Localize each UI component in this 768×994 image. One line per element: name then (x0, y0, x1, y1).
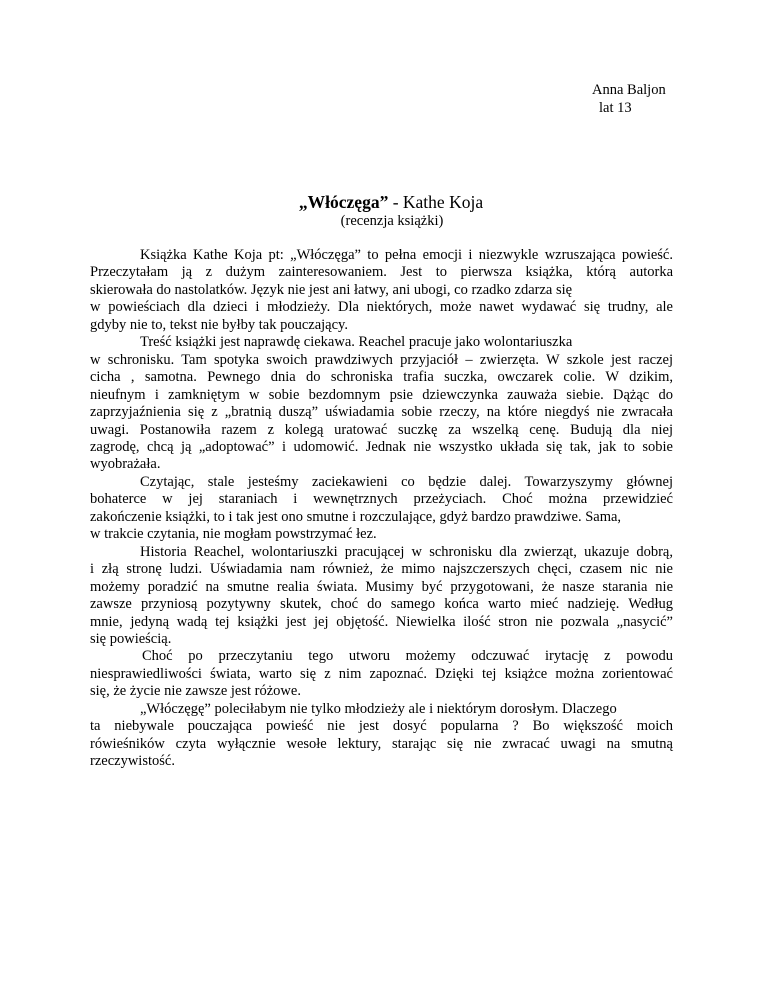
text-line: gdyby nie to, tekst nie byłby tak pouczający. (90, 316, 348, 333)
book-author: Kathe Koja (402, 192, 484, 212)
text-line: rzeczywistość. (90, 753, 175, 770)
text-line: w powieściach dla dzieci i młodzieży. Dla niektórych, może nawet wydawać się trudny, ale (90, 299, 673, 316)
title-separator: - (388, 192, 403, 212)
text-line: zawsze przyniosą pozytywny skutek, choć do samego końca warto mieć nadzieję. Według (90, 596, 673, 613)
review-body (90, 247, 673, 771)
text-line: zagrodę, chcą ją „adoptować” i udomowić. Jednak nie wszystko układa się tak, jak to sobie (90, 438, 673, 455)
book-title: „Włóczęga” (298, 192, 389, 212)
text-line: Czytając, stale jesteśmy zaciekawieni co będzie dalej. Towarzyszymy głównej (140, 473, 673, 490)
text-line: uwagi. Postanowiła razem z kolegą uratować suczkę za wszelką cenę. Budują dla niej (90, 421, 673, 438)
review-subtitle: (recenzja książki) (340, 213, 444, 229)
text-line: cicha , samotna. Pewnego dnia do schroniska trafia suczka, owczarek colie. W dzikim, (90, 369, 673, 386)
text-line: Książka Kathe Koja pt: „Włóczęga” to pełna emocji i niezwykle wzruszająca powieść. (140, 247, 673, 263)
text-line: Treść książki jest naprawdę ciekawa. Reachel pracuje jako wolontariuszka (140, 334, 573, 351)
text-line: możemy poradzić na smutne realia świata. Musimy być przygotowani, że nasze starania nie (90, 578, 673, 595)
text-line: Przeczytałam ją z dużym zainteresowaniem. Jest to pierwsza książka, którą autorka (90, 264, 673, 281)
text-line: ta niebywale pouczająca powieść nie jest dosyć popularna ? Bo większość moich (90, 718, 673, 735)
text-line: rówieśników czyta wyłącznie wesołe lektury, starając się nie zwracać uwagi na smutną (90, 735, 673, 752)
text-line: zaprzyjaźnienia się z „bratnią duszą” uświadamia sobie rzeczy, na które niegdyś nie zwracała (90, 404, 673, 421)
text-line: zakończenie książki, to i tak jest ono smutne i rozczulające, gdyż bardzo prawdziwe. Sama, (90, 508, 622, 525)
review-title (0, 192, 768, 212)
text-line: wyobrażała. (90, 456, 161, 473)
text-line: Historia Reachel, wolontariuszki pracującej w schronisku dla zwierząt, ukazuje dobrą, (140, 543, 673, 560)
author-info (592, 82, 666, 117)
text-line: w trakcie czytania, nie mogłam powstrzymać łez. (90, 526, 377, 543)
text-line: się powieścią. (90, 630, 172, 647)
text-line: bohaterce w jej staraniach i wewnętrznych przeżyciach. Choć można przewidzieć (90, 491, 673, 508)
text-line: w schronisku. Tam spotyka swoich prawdziwych przyjaciół – zwierzęta. W szkole jest raczej (90, 351, 673, 368)
text-line: mnie, jedyną wadą tej książki jest jej objętość. Niewielka ilość stron nie pozwala „nasycić” (90, 613, 673, 630)
text-line: nieufnym i zamkniętym w sobie bezdomnym psie dziewczynka zauważa siebie. Dążąc do (90, 386, 673, 403)
text-line: niesprawiedliwości świata, warto się z nim zapoznać. Dzięki tej książce można zorientować (90, 665, 673, 682)
author-age: lat 13 (599, 99, 632, 116)
text-line: i złą stronę ludzi. Uświadamia nam również, że mimo najszczerszych chęci, czasem nic nie (90, 561, 673, 578)
text-line: Choć po przeczytaniu tego utworu możemy odczuwać irytację z powodu (142, 648, 673, 665)
text-line: skierowała do nastolatków. Język nie jest ani łatwy, ani ubogi, co rzadko zdarza się (90, 281, 573, 298)
author-name: Anna Baljon (592, 82, 666, 98)
text-line: się, że życie nie zawsze jest różowe. (90, 683, 301, 700)
text-line: „Włóczęgę” poleciłabym nie tylko młodzieży ale i niektórym dorosłym. Dlaczego (140, 700, 617, 717)
